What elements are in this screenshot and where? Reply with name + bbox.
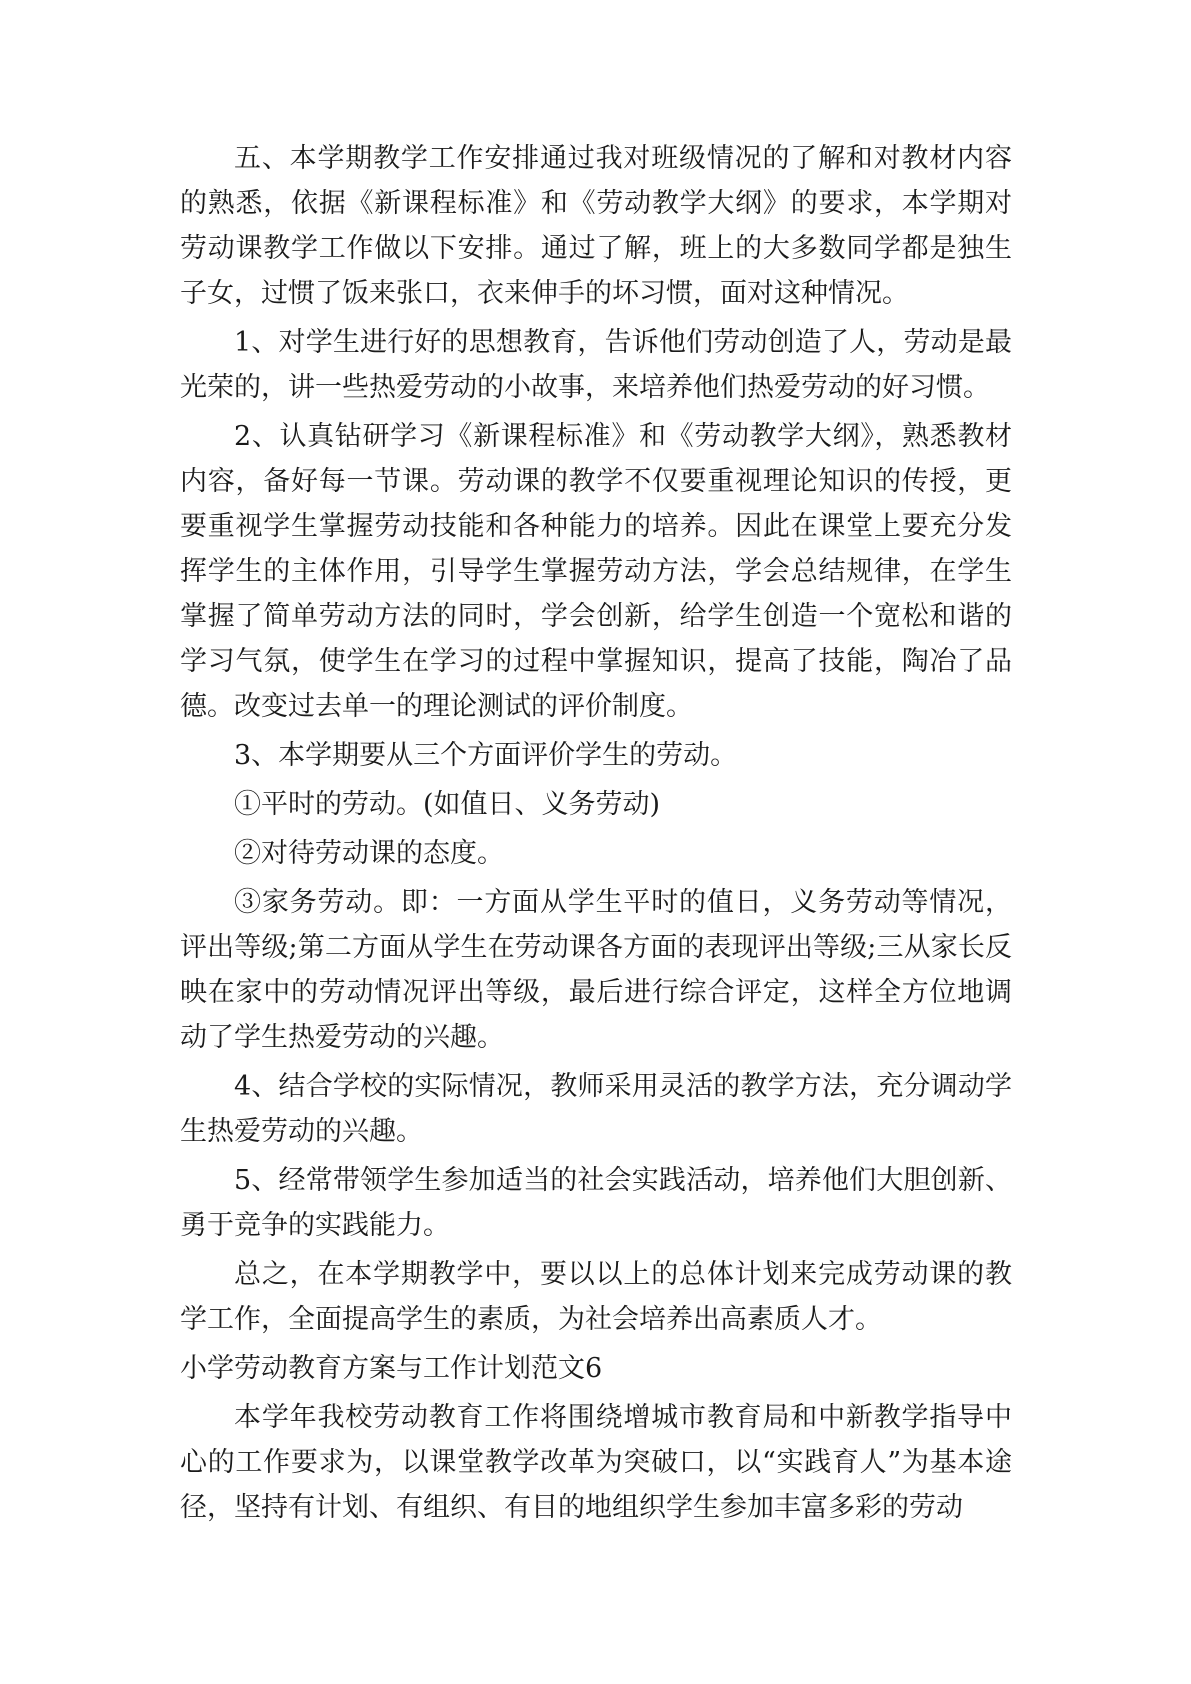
paragraph-item-5: 5、经常带领学生参加适当的社会实践活动，培养他们大胆创新、勇于竞争的实践能力。	[180, 1165, 1012, 1241]
paragraph-subitem-2: ②对待劳动课的态度。	[234, 838, 504, 869]
paragraph-item-1: 1、对学生进行好的思想教育，告诉他们劳动创造了人，劳动是最光荣的，讲一些热爱劳动的小故事，来培养他们热爱劳动的好习惯。	[180, 327, 1012, 403]
paragraph-item-3: 3、本学期要从三个方面评价学生的劳动。	[234, 740, 738, 771]
paragraph-subitem-1: ①平时的劳动。(如值日、义务劳动)	[234, 789, 661, 820]
paragraph-subitem-3: ③家务劳动。即：一方面从学生平时的值日，义务劳动等情况，评出等级;第二方面从学生在劳动课各方面的表现评出等级;三从家长反映在家中的劳动情况评出等级，最后进行综合评定，这样全方位地调动了学生热爱劳动的兴趣。	[180, 887, 1012, 1053]
document-body	[180, 136, 1012, 1534]
paragraph-section-five: 五、本学期教学工作安排通过我对班级情况的了解和对教材内容的熟悉，依据《新课程标准》和《劳动教学大纲》的要求，本学期对劳动课教学工作做以下安排。通过了解，班上的大多数同学都是独生子女，过惯了饭来张口，衣来伸手的坏习惯，面对这种情况。	[180, 143, 1012, 309]
paragraph-summary: 总之，在本学期教学中，要以以上的总体计划来完成劳动课的教学工作，全面提高学生的素质，为社会培养出高素质人才。	[180, 1259, 1012, 1335]
section-heading: 小学劳动教育方案与工作计划范文6	[180, 1353, 603, 1384]
paragraph-closing: 本学年我校劳动教育工作将围绕增城市教育局和中新教学指导中心的工作要求为，以课堂教学改革为突破口，以“实践育人”为基本途径，坚持有计划、有组织、有目的地组织学生参加丰富多彩的劳动	[180, 1402, 1012, 1523]
paragraph-item-2: 2、认真钻研学习《新课程标准》和《劳动教学大纲》，熟悉教材内容，备好每一节课。劳动课的教学不仅要重视理论知识的传授，更要重视学生掌握劳动技能和各种能力的培养。因此在课堂上要充分发挥学生的主体作用，引导学生掌握劳动方法，学会总结规律，在学生掌握了简单劳动方法的同时，学会创新，给学生创造一个宽松和谐的学习气氛，使学生在学习的过程中掌握知识，提高了技能，陶冶了品德。改变过去单一的理论测试的评价制度。	[180, 421, 1012, 722]
paragraph-item-4: 4、结合学校的实际情况，教师采用灵活的教学方法，充分调动学生热爱劳动的兴趣。	[180, 1071, 1012, 1147]
